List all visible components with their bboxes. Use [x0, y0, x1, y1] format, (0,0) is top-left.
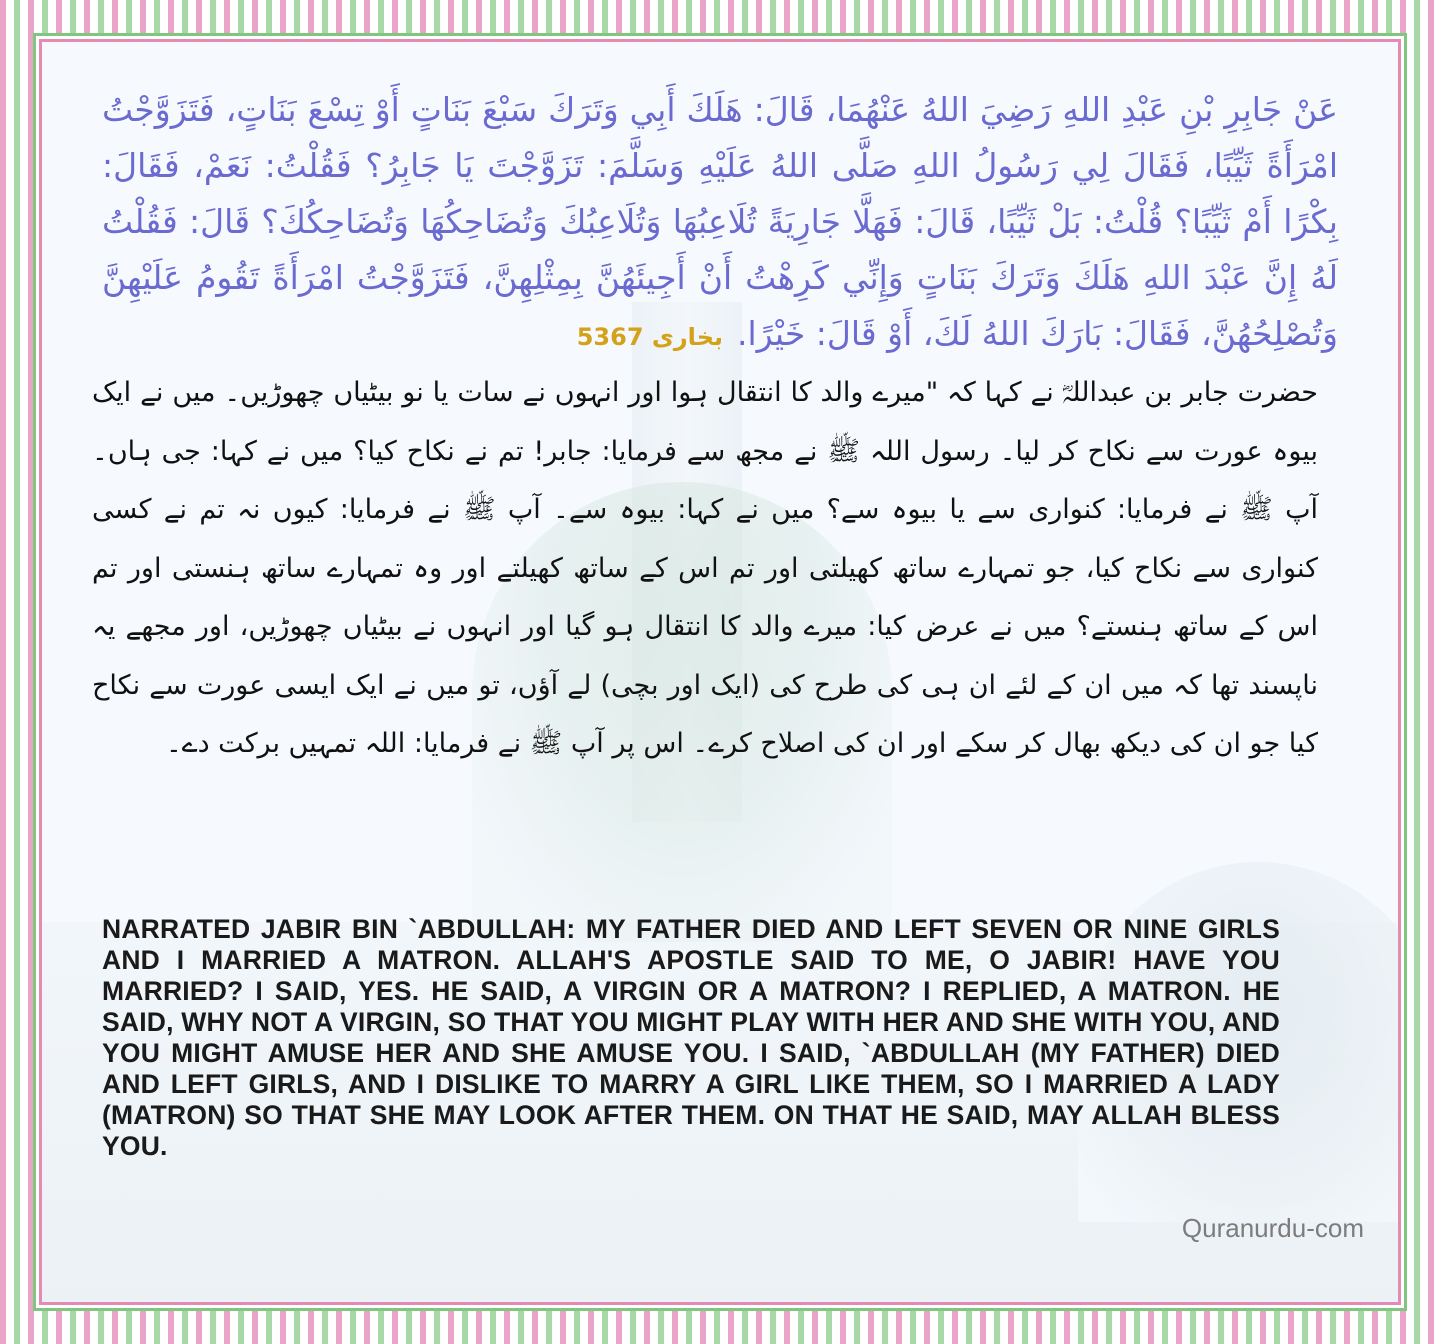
arabic-hadith-body: عَنْ جَابِرِ بْنِ عَبْدِ اللهِ رَضِيَ اللهُ عَنْهُمَا، قَالَ: هَلَكَ أَبِي وَتَرَكَ سَبْعَ بَنَاتٍ أَوْ تِسْعَ بَنَاتٍ، فَتَزَوَّجْتُ امْرَأَةً ثَيِّبًا، فَقَالَ لِي رَسُولُ اللهِ صَلَّى اللهُ عَلَيْهِ وَسَلَّمَ: تَزَوَّجْتَ يَا جَابِرُ؟ فَقُلْتُ: نَعَمْ، فَقَالَ: بِكْرًا أَمْ ثَيِّبًا؟ قُلْتُ: بَلْ ثَيِّبًا، قَالَ: فَهَلَّا جَارِيَةً تُلَاعِبُهَا وَتُلَاعِبُكَ وَتُضَاحِكُهَا وَتُضَاحِكُكَ؟ قَالَ: فَقُلْتُ لَهُ إِنَّ عَبْدَ اللهِ هَلَكَ وَتَرَكَ بَنَاتٍ وَإِنِّي كَرِهْتُ أَنْ أَجِيئَهُنَّ بِمِثْلِهِنَّ، فَتَزَوَّجْتُ امْرَأَةً تَقُومُ عَلَيْهِنَّ وَتُصْلِحُهُنَّ، فَقَالَ: بَارَكَ اللهُ لَكَ، أَوْ قَالَ: خَيْرًا.: [102, 90, 1338, 353]
content-area: [42, 42, 1398, 1302]
site-watermark: Quranurdu-com: [1181, 1213, 1364, 1243]
urdu-translation: حضرت جابر بن عبداللہؓ نے کہا کہ "میرے والد کا انتقال ہوا اور انہوں نے سات یا نو بیٹیاں چھوڑیں۔ میں نے ایک بیوہ عورت سے نکاح کر لیا۔ رسول اللہ ﷺ نے مجھ سے فرمایا: جابر! تم نے نکاح کیا؟ میں نے کہا: جی ہاں۔ آپ ﷺ نے فرمایا: کنواری سے یا بیوہ سے؟ میں نے کہا: بیوہ سے۔ آپ ﷺ نے فرمایا: کیوں نہ تم نے کسی کنواری سے نکاح کیا، جو تمہارے ساتھ کھیلتی اور تم اس کے ساتھ کھیلتے اور وہ تمہارے ساتھ ہنستی اور تم اس کے ساتھ ہنستے؟ میں نے عرض کیا: میرے والد کا انتقال ہو گیا اور انہوں نے بیٹیاں چھوڑیں، اور مجھے یہ ناپسند تھا کہ میں ان کے لئے ان ہی کی طرح کی (ایک اور بچی) لے آؤں، تو میں نے ایک ایسی عورت سے نکاح کیا جو ان کی دیکھ بھال کر سکے اور ان کی اصلاح کرے۔ اس پر آپ ﷺ نے فرمایا: اللہ تمہیں برکت دے۔: [92, 377, 1318, 759]
english-translation: NARRATED JABIR BIN `ABDULLAH: MY FATHER DIED AND LEFT SEVEN OR NINE GIRLS AND I MARRIED A MATRON. ALLAH'S APOSTLE SAID TO ME, O JABIR! HAVE YOU MARRIED? I SAID, YES. HE SAID, A VIRGIN OR A MATRON? I REPLIED, A MATRON. HE SAID, WHY NOT A VIRGIN, SO THAT YOU MIGHT PLAY WITH HER AND SHE WITH YOU, AND YOU MIGHT AMUSE HER AND SHE AMUSE YOU. I SAID, `ABDULLAH (MY FATHER) DIED AND LEFT GIRLS, AND I DISLIKE TO MARRY A GIRL LIKE THEM, SO I MARRIED A LADY (MATRON) SO THAT SHE MAY LOOK AFTER THEM. ON THAT HE SAID, MAY ALLAH BLESS YOU.: [102, 914, 1280, 1161]
hadith-reference: بخاری 5367: [576, 323, 724, 351]
page-panel: [42, 42, 1398, 1302]
arabic-hadith-text: [102, 82, 1338, 365]
